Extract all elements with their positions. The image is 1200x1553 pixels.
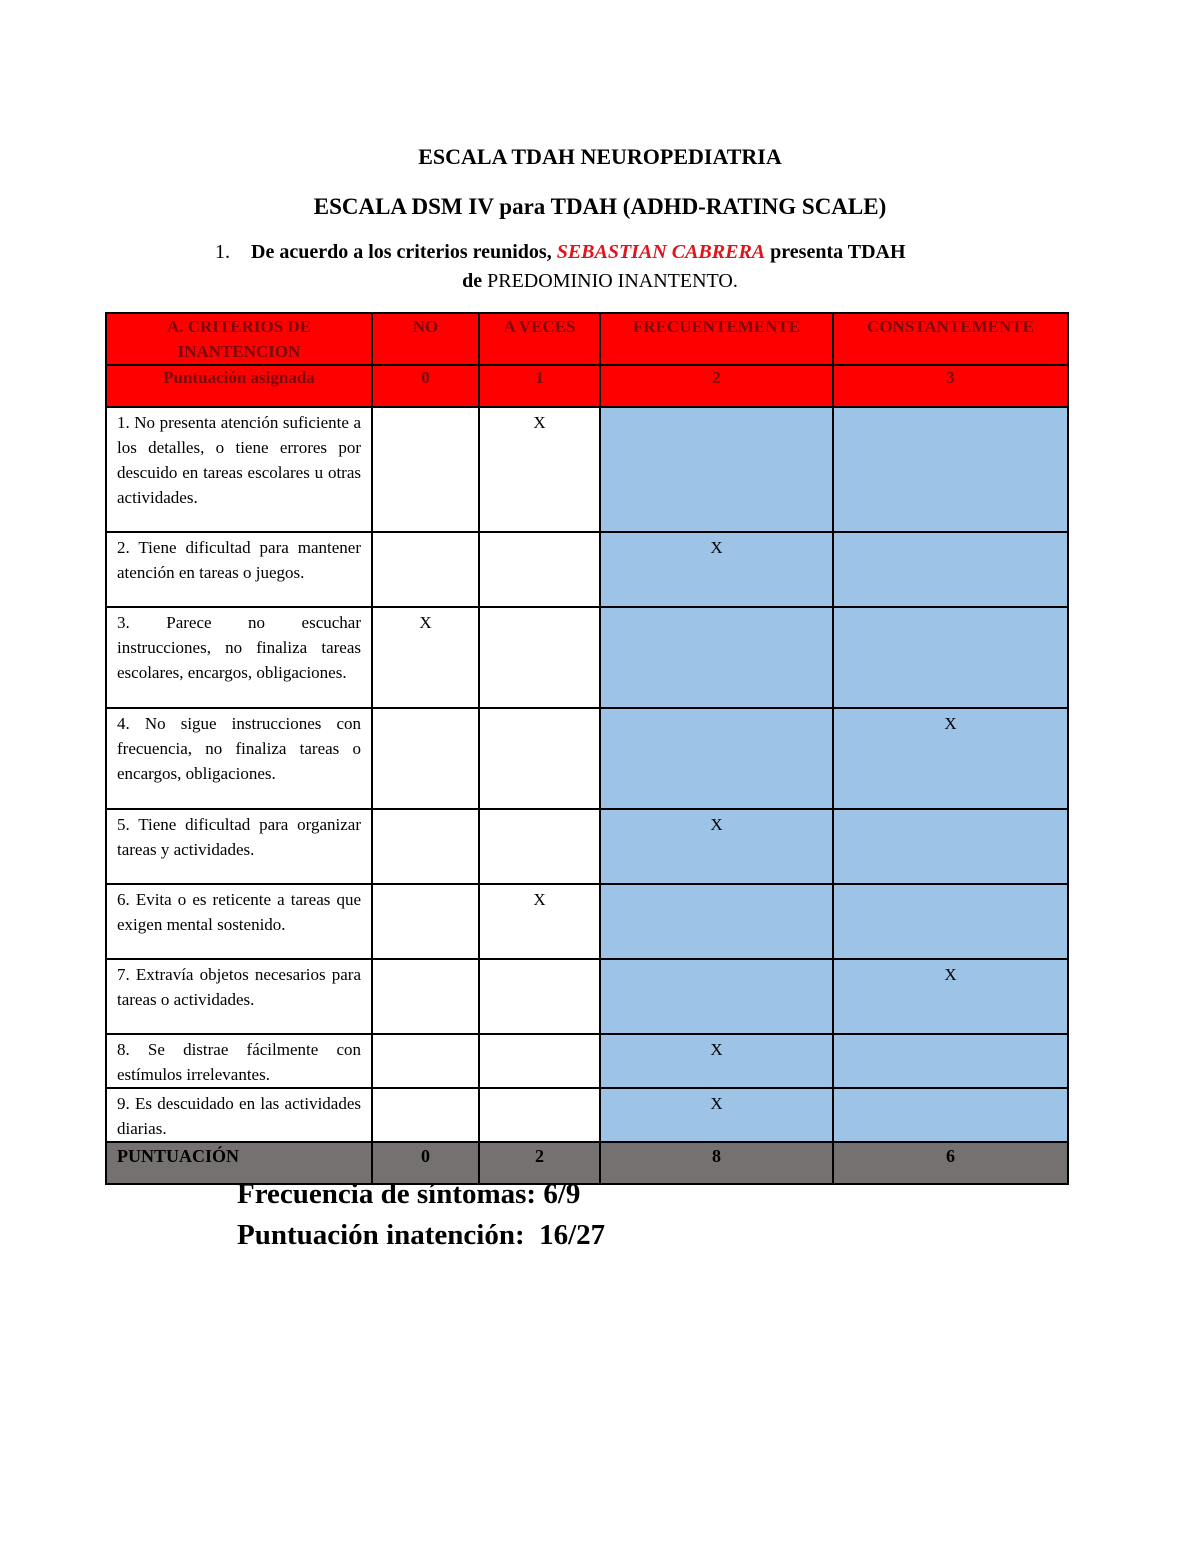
table-row (106, 1088, 1068, 1142)
header-no: NO (372, 313, 479, 365)
total-no: 0 (372, 1142, 479, 1184)
mark-frecuentemente (600, 708, 833, 809)
symptom-frequency: Frecuencia de síntomas: 6/9 (237, 1178, 581, 1210)
mark-frecuentemente: X (600, 1034, 833, 1088)
mark-no: X (372, 607, 479, 708)
mark-constantemente (833, 884, 1068, 959)
inattention-score: Puntuación inatención: 16/27 (237, 1219, 606, 1251)
diagnosis-statement-line2 (0, 270, 1200, 293)
criteria-table (105, 312, 1069, 1185)
mark-frecuentemente (600, 959, 833, 1034)
diagnosis-statement (215, 241, 906, 264)
statement-predominio: PREDOMINIO INANTENTO. (482, 270, 738, 292)
header-constantemente: CONSTANTEMENTE (833, 313, 1068, 365)
header-a-veces: A VECES (479, 313, 600, 365)
mark-constantemente (833, 809, 1068, 884)
criterion-text: 6. Evita o es reticente a tareas que exigen mental sostenido. (106, 884, 372, 959)
header-row (106, 313, 1068, 365)
criterion-text: 9. Es descuidado en las actividades diarias. (106, 1088, 372, 1142)
mark-a-veces (479, 1034, 600, 1088)
score-label: Puntuación asignada (106, 365, 372, 407)
mark-a-veces (479, 532, 600, 607)
mark-frecuentemente (600, 607, 833, 708)
mark-a-veces: X (479, 884, 600, 959)
header-criterios: A. CRITERIOS DE INANTENCION (106, 313, 372, 365)
table-row (106, 708, 1068, 809)
total-a-veces: 2 (479, 1142, 600, 1184)
criterion-text: 1. No presenta atención suficiente a los detalles, o tiene errores por descuido en tareas escolares u otras actividades. (106, 407, 372, 532)
list-number: 1. (215, 241, 230, 263)
statement-de: de (462, 270, 483, 292)
mark-constantemente: X (833, 959, 1068, 1034)
statement-after: presenta TDAH (765, 241, 906, 263)
mark-a-veces (479, 1088, 600, 1142)
table-row (106, 1034, 1068, 1088)
criterion-text: 2. Tiene dificultad para mantener atención en tareas o juegos. (106, 532, 372, 607)
table-row (106, 532, 1068, 607)
mark-frecuentemente (600, 407, 833, 532)
score-no: 0 (372, 365, 479, 407)
mark-no (372, 959, 479, 1034)
mark-no (372, 809, 479, 884)
table-row (106, 407, 1068, 532)
criterion-text: 5. Tiene dificultad para organizar tareas y actividades. (106, 809, 372, 884)
table-row (106, 959, 1068, 1034)
total-frecuentemente: 8 (600, 1142, 833, 1184)
mark-no (372, 884, 479, 959)
mark-a-veces (479, 809, 600, 884)
mark-constantemente: X (833, 708, 1068, 809)
mark-constantemente (833, 1088, 1068, 1142)
mark-frecuentemente: X (600, 809, 833, 884)
score-constantemente: 3 (833, 365, 1068, 407)
mark-no (372, 1088, 479, 1142)
total-constantemente: 6 (833, 1142, 1068, 1184)
criterion-text: 3. Parece no escuchar instrucciones, no finaliza tareas escolares, encargos, obligaciones. (106, 607, 372, 708)
mark-a-veces (479, 708, 600, 809)
criterion-text: 8. Se distrae fácilmente con estímulos irrelevantes. (106, 1034, 372, 1088)
patient-name: SEBASTIAN CABRERA (556, 241, 766, 263)
mark-a-veces (479, 607, 600, 708)
mark-frecuentemente: X (600, 1088, 833, 1142)
mark-no (372, 407, 479, 532)
table-row (106, 607, 1068, 708)
criterion-text: 4. No sigue instrucciones con frecuencia, no finaliza tareas o encargos, obligaciones. (106, 708, 372, 809)
mark-constantemente (833, 1034, 1068, 1088)
table-row (106, 809, 1068, 884)
mark-no (372, 708, 479, 809)
mark-frecuentemente (600, 884, 833, 959)
total-label: PUNTUACIÓN (106, 1142, 372, 1184)
mark-frecuentemente: X (600, 532, 833, 607)
criterion-text: 7. Extravía objetos necesarios para tareas o actividades. (106, 959, 372, 1034)
mark-a-veces (479, 959, 600, 1034)
mark-constantemente (833, 532, 1068, 607)
table-row (106, 884, 1068, 959)
score-row (106, 365, 1068, 407)
header-frecuentemente: FRECUENTEMENTE (600, 313, 833, 365)
mark-no (372, 532, 479, 607)
mark-a-veces: X (479, 407, 600, 532)
mark-constantemente (833, 607, 1068, 708)
mark-no (372, 1034, 479, 1088)
document-title: ESCALA TDAH NEUROPEDIATRIA (418, 144, 782, 169)
mark-constantemente (833, 407, 1068, 532)
document-subtitle: ESCALA DSM IV para TDAH (ADHD-RATING SCALE) (313, 194, 887, 219)
score-frecuentemente: 2 (600, 365, 833, 407)
statement-before: De acuerdo a los criterios reunidos, (251, 241, 557, 263)
score-a-veces: 1 (479, 365, 600, 407)
